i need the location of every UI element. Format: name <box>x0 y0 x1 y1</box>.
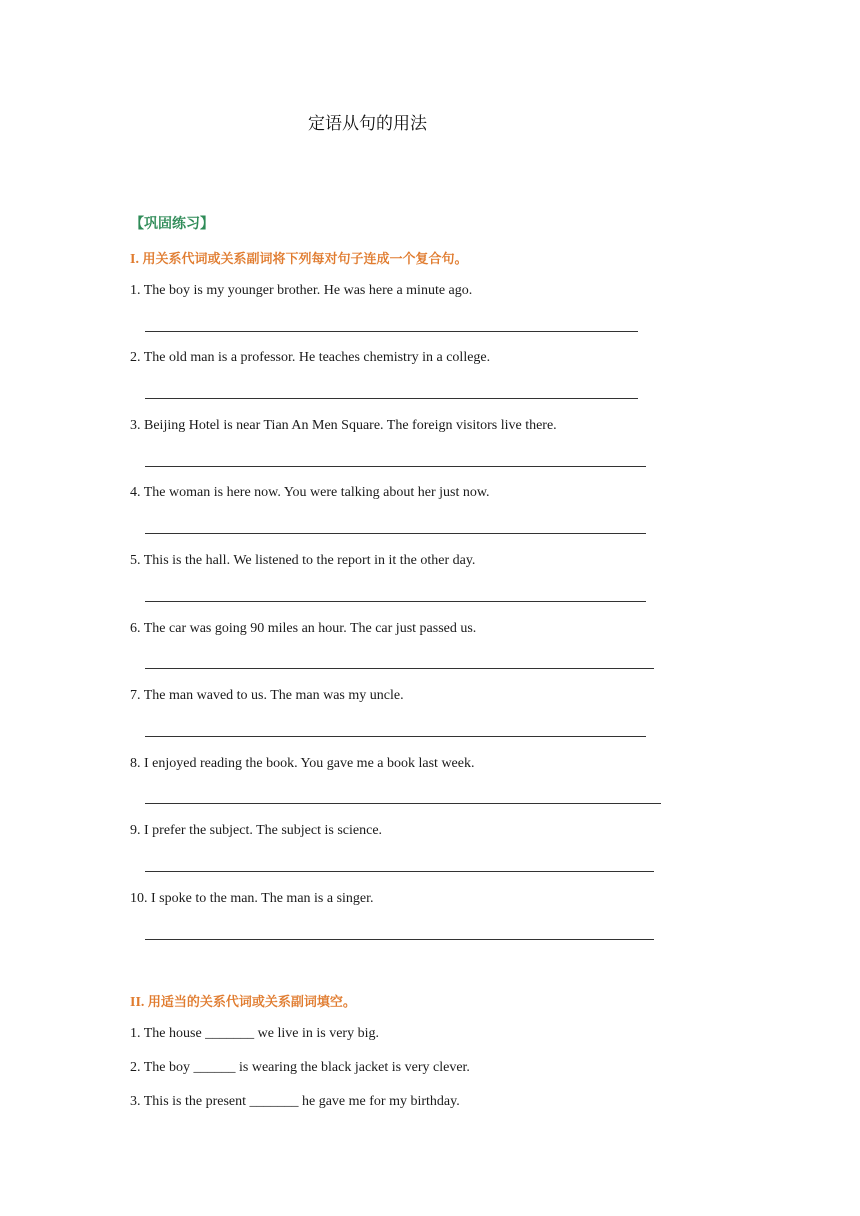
part1-heading <box>130 248 467 268</box>
part1-heading-prefix: I. <box>130 252 139 267</box>
part1-question-5: 5. This is the hall. We listened to the report in it the other day. <box>130 553 476 568</box>
part2-heading-text: 用适当的关系代词或关系副词填空。 <box>147 995 356 1010</box>
part1-question-4: 4. The woman is here now. You were talking about her just now. <box>130 485 490 500</box>
part1-question-2: 2. The old man is a professor. He teaches chemistry in a college. <box>130 350 491 365</box>
part2-question-2: 2. The boy ______ is wearing the black jacket is very clever. <box>130 1060 470 1075</box>
answer-line-1[interactable] <box>145 331 638 332</box>
part1-question-3: 3. Beijing Hotel is near Tian An Men Square. The foreign visitors live there. <box>130 418 557 433</box>
part1-question-9: 9. I prefer the subject. The subject is science. <box>130 823 383 838</box>
part1-question-6: 6. The car was going 90 miles an hour. The car just passed us. <box>130 621 477 636</box>
answer-line-10[interactable] <box>145 939 654 940</box>
part2-question-1: 1. The house _______ we live in is very big. <box>130 1026 379 1041</box>
part1-question-7: 7. The man waved to us. The man was my uncle. <box>130 688 404 703</box>
answer-line-3[interactable] <box>145 466 646 467</box>
part1-heading-text: 用关系代词或关系副词将下列每对句子连成一个复合句。 <box>142 252 468 267</box>
part1-question-8: 8. I enjoyed reading the book. You gave me a book last week. <box>130 756 475 771</box>
part1-question-1: 1. The boy is my younger brother. He was here a minute ago. <box>130 283 473 298</box>
part2-heading-prefix: II. <box>130 995 145 1010</box>
part2-heading <box>130 991 356 1011</box>
part2-question-3: 3. This is the present _______ he gave me for my birthday. <box>130 1094 460 1109</box>
section-label: 【巩固练习】 <box>130 216 214 232</box>
answer-line-7[interactable] <box>145 736 646 737</box>
part1-question-10: 10. I spoke to the man. The man is a singer. <box>130 891 374 906</box>
answer-line-8[interactable] <box>145 803 661 804</box>
answer-line-4[interactable] <box>145 533 646 534</box>
page-title: 定语从句的用法 <box>308 114 427 134</box>
answer-line-6[interactable] <box>145 668 654 669</box>
answer-line-9[interactable] <box>145 871 654 872</box>
answer-line-5[interactable] <box>145 601 646 602</box>
answer-line-2[interactable] <box>145 398 638 399</box>
